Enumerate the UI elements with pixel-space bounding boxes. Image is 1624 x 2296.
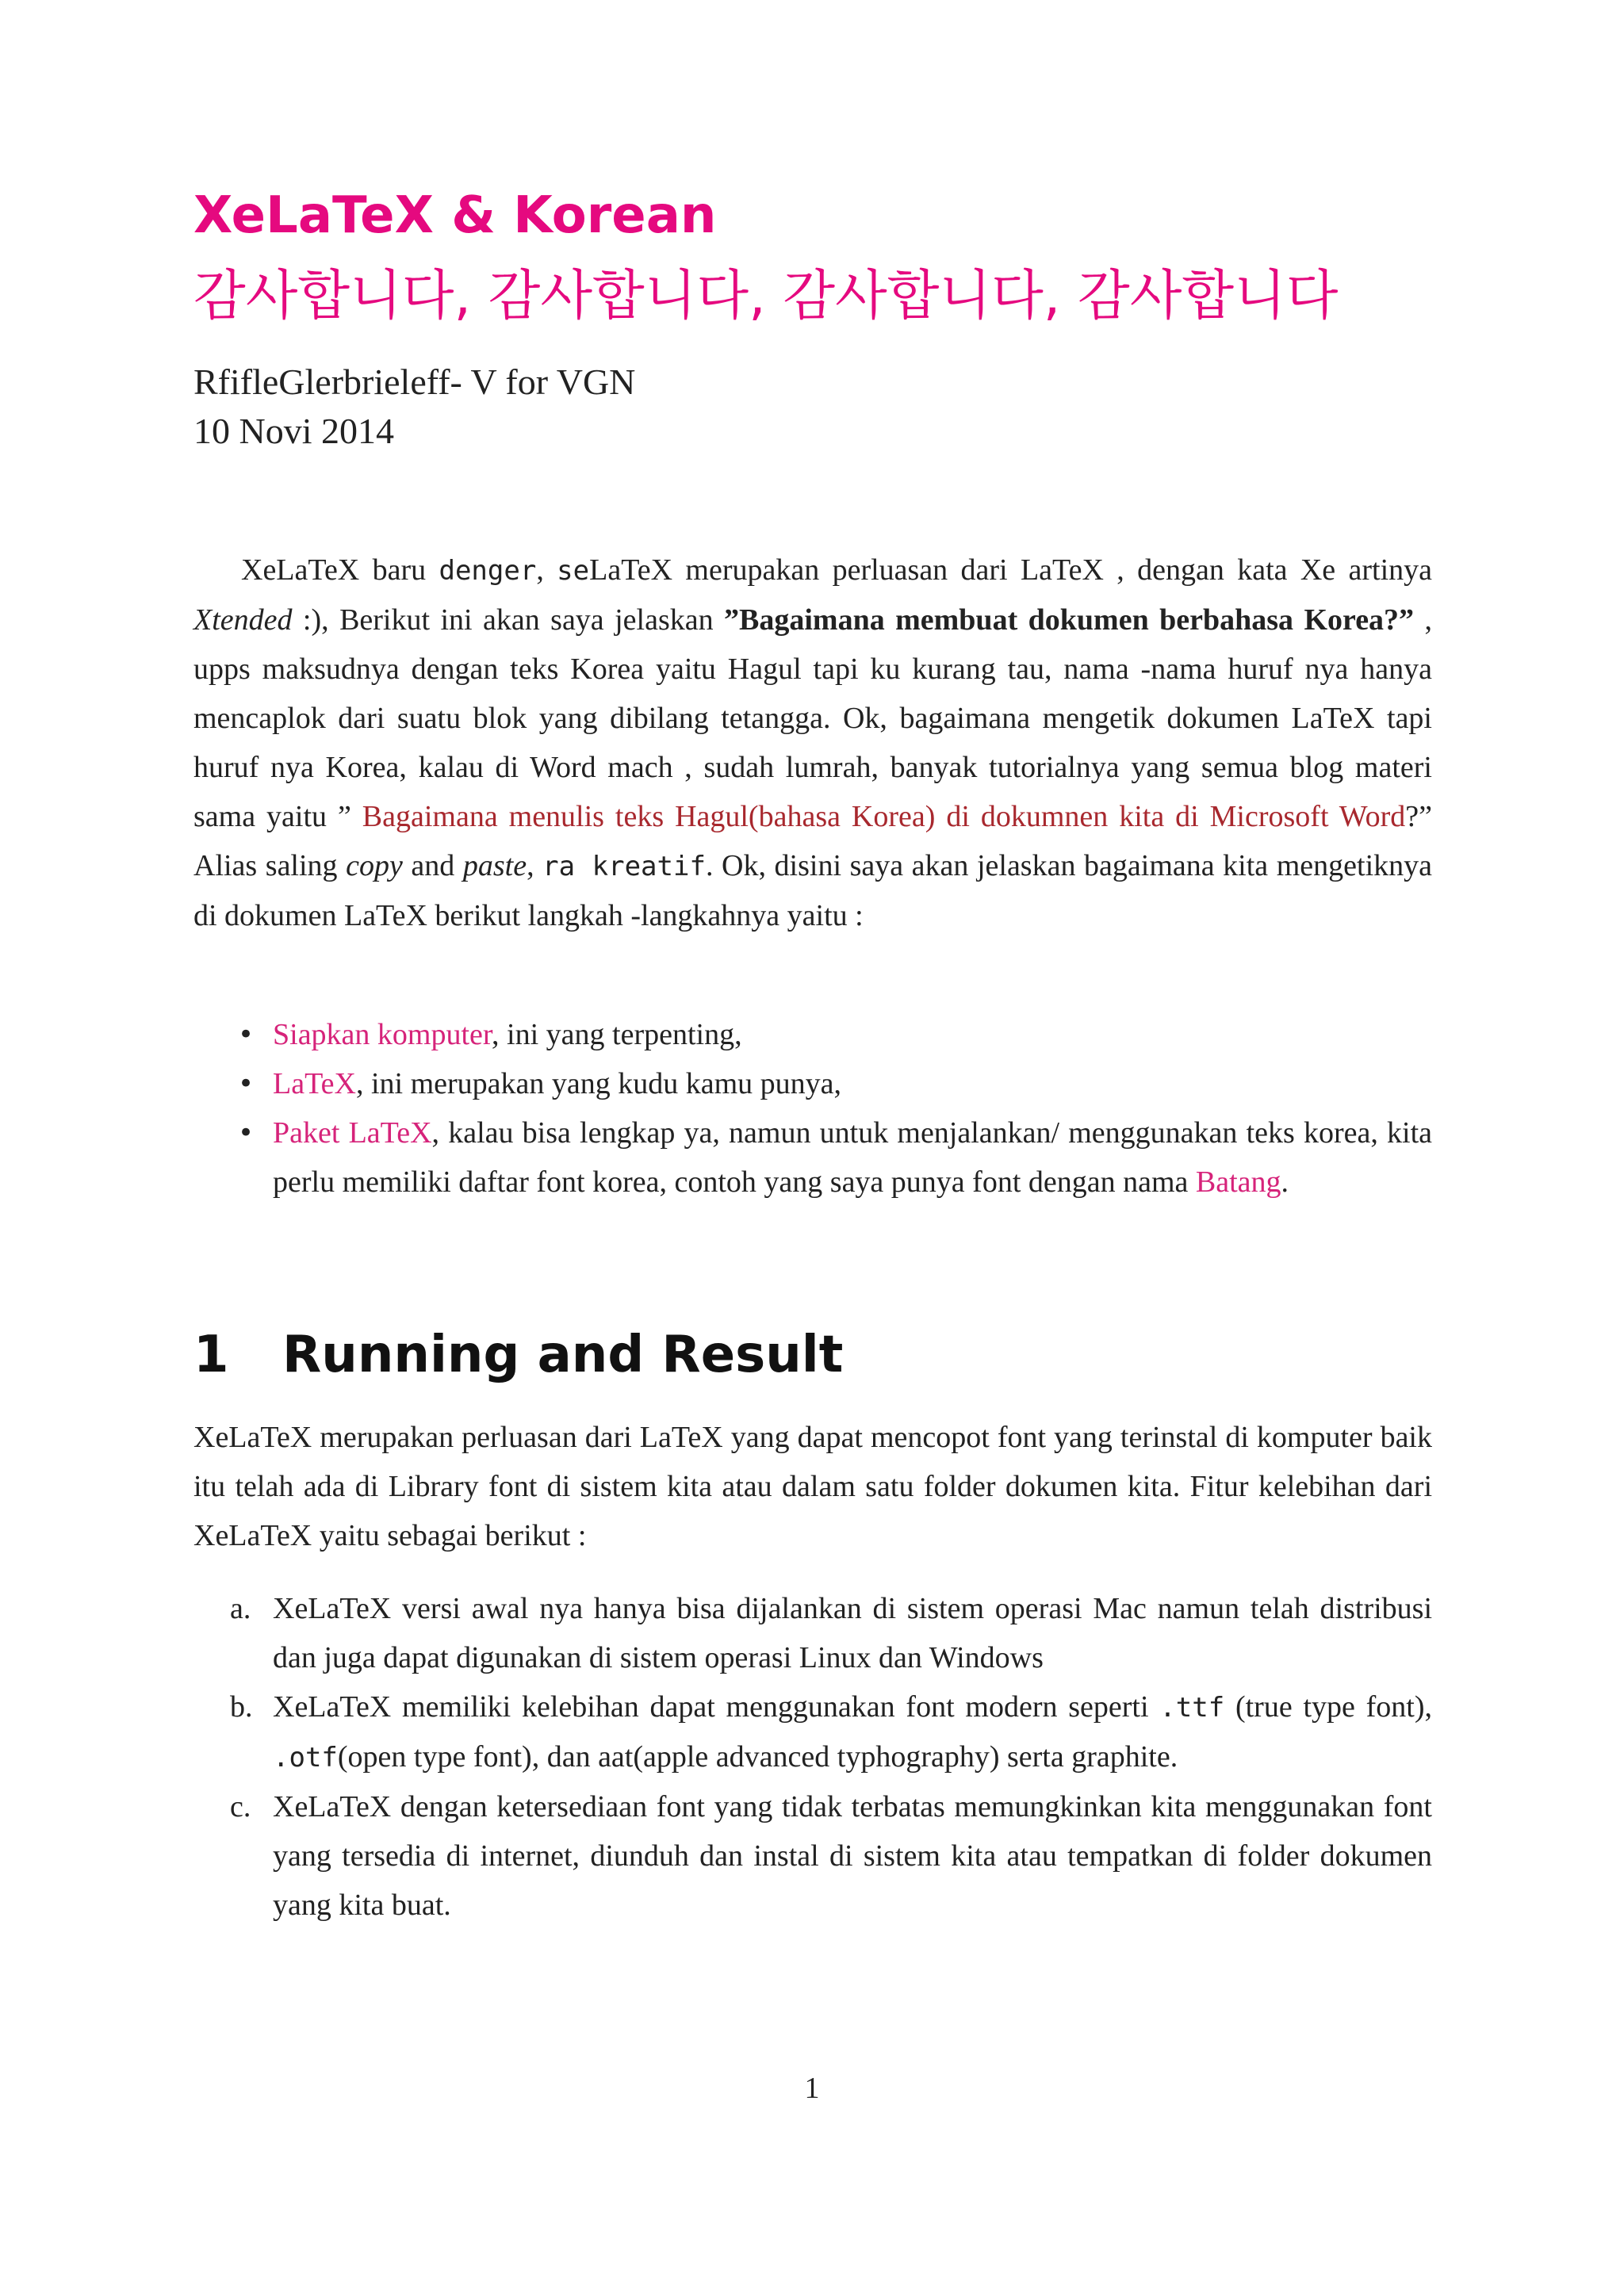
intro-code-denger: denger (439, 555, 537, 587)
document-author: RfifleGlerbrieleff- V for VGN (193, 362, 636, 402)
list-item (193, 1010, 1432, 1059)
document-title: XeLaTeX & Korean (193, 186, 717, 245)
list-marker: c. (230, 1790, 251, 1823)
intro-text: :), Berikut ini akan saya jelaskan (292, 603, 725, 637)
intro-bold-question: ”Bagaimana membuat dokumen berbahasa Korea?” (724, 603, 1415, 637)
intro-text: , (536, 553, 557, 587)
list-item (193, 1108, 1432, 1207)
intro-italic-paste: paste (462, 849, 527, 882)
intro-code-ra-kreatif: ra kreatif (542, 851, 706, 882)
document-date: 10 Novi 2014 (193, 411, 394, 451)
intro-text: , (527, 849, 543, 882)
list-marker: b. (230, 1690, 253, 1724)
bullet-icon: • (238, 1019, 255, 1050)
list-item (193, 1584, 1432, 1682)
section-paragraph: XeLaTeX merupakan perluasan dari LaTeX yang dapat mencopot font yang terinstal di komputer baik itu telah ada di Library font di sistem kita atau dalam satu folder dokumen kita. Fitur kelebihan dari XeLaTeX yaitu sebagai berikut : (193, 1421, 1432, 1552)
intro-text: . Ok, disini saya akan jelaskan bagaimana kita mengetiknya di dokumen LaTeX berikut langkah -langkahnya yaitu : (193, 849, 1433, 932)
intro-text: and (402, 849, 463, 882)
intro-text: , upps maksudnya dengan teks Korea yaitu Hagul tapi ku kurang tau, nama -nama huruf nya hanya mencaplok dari suatu blok yang dibilang tetangga. Ok, bagaimana mengetik dokumen LaTeX tapi huruf nya Korea, kalau di Word mach , sudah lumrah, banyak tutorialnya yang semua blog materi sama yaitu ” (193, 603, 1432, 833)
intro-text: LaTeX merupakan perluasan dari LaTeX , dengan kata Xe artinya (589, 553, 1432, 587)
link-paket-latex[interactable]: Paket LaTeX (273, 1116, 432, 1150)
intro-text: ?” Alias saling (193, 800, 1432, 882)
document-subtitle-korean: 감사합니다, 감사합니다, 감사합니다, 감사합니다 (193, 265, 1339, 327)
list-item (193, 1782, 1432, 1930)
list-item (193, 1682, 1432, 1782)
section-title: Running and Result (282, 1326, 844, 1384)
list-marker: a. (230, 1592, 251, 1625)
list-item-text: XeLaTeX dengan ketersediaan font yang tidak terbatas memungkinkan kita menggunakan font yang tersedia di internet, diunduh dan instal di sistem kita atau tempatkan di folder dokumen yang kita buat. (273, 1790, 1432, 1922)
requirements-list (193, 1010, 1432, 1207)
list-item-text: . (1281, 1165, 1289, 1199)
bullet-icon: • (238, 1117, 255, 1149)
list-item-text: , ini merupakan yang kudu kamu punya, (355, 1067, 842, 1100)
features-list (193, 1584, 1432, 1930)
list-item-text: XeLaTeX memiliki kelebihan dapat menggunakan font modern seperti (273, 1690, 1160, 1724)
list-item-text: XeLaTeX versi awal nya hanya bisa dijalankan di sistem operasi Mac namun telah distribusi dan juga dapat digunakan di sistem operasi Linux dan Windows (273, 1592, 1432, 1674)
bullet-icon: • (238, 1068, 255, 1100)
intro-text: XeLaTeX baru (241, 553, 439, 587)
section-heading (193, 1319, 843, 1391)
list-item-text: (true type font), (1224, 1690, 1432, 1724)
list-item (193, 1059, 1432, 1108)
intro-paragraph (193, 545, 1432, 940)
intro-italic-copy: copy (346, 849, 403, 882)
list-item-text: (open type font), dan aat(apple advanced typhography) serta graphite. (337, 1740, 1178, 1774)
section-number: 1 (193, 1326, 229, 1384)
code-otf: .otf (273, 1742, 338, 1774)
link-latex[interactable]: LaTeX (273, 1067, 356, 1100)
list-item-text: , kalau bisa lengkap ya, namun untuk menjalankan/ menggunakan teks korea, kita perlu memiliki daftar font korea, contoh yang saya punya font dengan nama (273, 1116, 1432, 1199)
link-batang[interactable]: Batang (1195, 1165, 1281, 1199)
list-item-text: , ini yang terpenting, (492, 1018, 742, 1051)
page-number: 1 (804, 2072, 820, 2105)
link-siapkan-komputer[interactable]: Siapkan komputer (273, 1018, 492, 1051)
code-ttf: .ttf (1159, 1692, 1225, 1724)
intro-italic-xtended: Xtended (193, 603, 293, 637)
intro-code-se: se (557, 555, 590, 587)
intro-link-word-tutorial[interactable]: Bagaimana menulis teks Hagul(bahasa Korea) di dokumnen kita di Microsoft Word (362, 800, 1406, 833)
